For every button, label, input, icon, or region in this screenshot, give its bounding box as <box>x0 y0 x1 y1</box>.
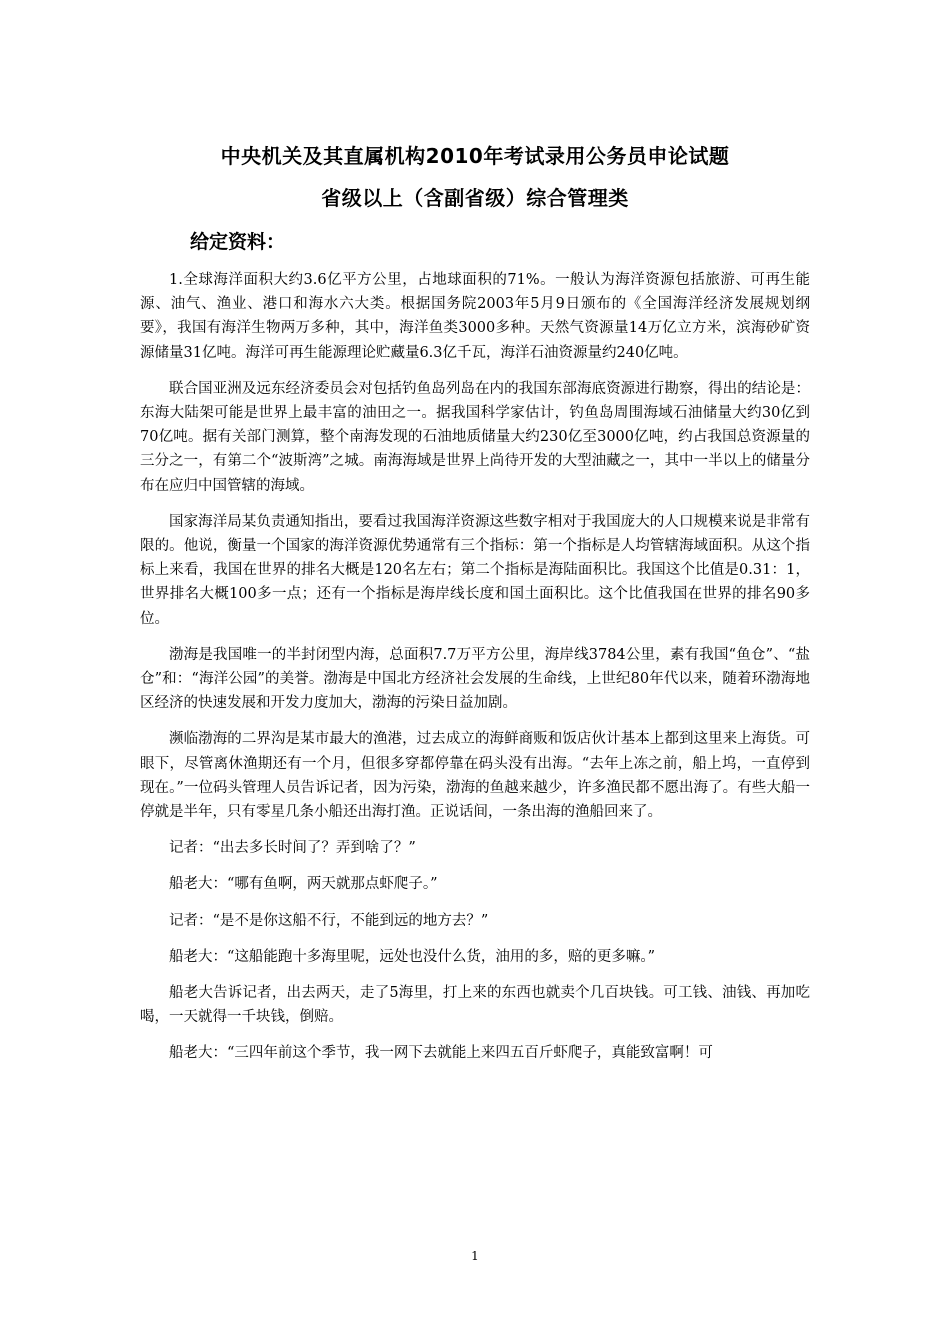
dialogue-line: 船老大：“三四年前这个季节，我一网下去就能上来四五百斤虾爬子，真能致富啊！可 <box>169 1045 713 1062</box>
paragraph: 1.全球海洋面积大约3.6亿平方公里，占地球面积的71%。一般认为海洋资源包括旅游、可再生能源、油气、渔业、港口和海水六大类。根据国务院2003年5月9日颁布的《全国海洋经济发展规划纲要》，我国有海洋生物两万多种，其中，海洋鱼类3000多种。天然气资源量14万亿立方米，滨海砂矿资源储量31亿吨。海洋可再生能源理论贮藏量6.3亿千瓦，海洋石油资源量约240亿吨。 <box>140 272 810 361</box>
paragraph: 国家海洋局某负责通知指出，要看过我国海洋资源这些数字相对于我国庞大的人口规模来说是非常有限的。他说，衡量一个国家的海洋资源优势通常有三个指标：第一个指标是人均管辖海域面积。从这个指标上来看，我国在世界的排名大概是120名左右；第二个指标是海陆面积比。我国这个比值是0.31：1，世界排名大概100多一点；还有一个指标是海岸线长度和国土面积比。这个比值我国在世界的排名90多位。 <box>140 513 810 627</box>
paragraph: 渤海是我国唯一的半封闭型内海，总面积7.7万平方公里，海岸线3784公里，素有我国“鱼仓”、“盐仓”和：“海洋公园”的美誉。渤海是中国北方经济社会发展的生命线，上世纪80年代以来，随着环渤海地区经济的快速发展和开发力度加大，渤海的污染日益加剧。 <box>140 646 810 712</box>
dialogue-line: 记者：“是不是你这船不行，不能到远的地方去？” <box>169 912 489 929</box>
section-heading: 给定资料： <box>190 231 286 253</box>
document-subtitle: 省级以上（含副省级）综合管理类 <box>321 186 629 210</box>
page-number: 1 <box>471 1249 479 1263</box>
paragraph: 船老大告诉记者，出去两天，走了5海里，打上来的东西也就卖个几百块钱。可工钱、油钱、再加吃喝，一天就得一千块钱，倒赔。 <box>140 985 810 1026</box>
paragraph: 联合国亚洲及远东经济委员会对包括钓鱼岛列岛在内的我国东部海底资源进行勘察，得出的结论是：东海大陆架可能是世界上最丰富的油田之一。据我国科学家估计，钓鱼岛周围海域石油储量大约30亿到70亿吨。据有关部门测算，整个南海发现的石油地质储量大约230亿至3000亿吨，约占我国总资源量的三分之一，有第二个“波斯湾”之城。南海海域是世界上尚待开发的大型油藏之一，其中一半以上的储量分布在应归中国管辖的海域。 <box>140 380 810 494</box>
dialogue-line: 记者：“出去多长时间了？弄到啥了？” <box>169 840 416 857</box>
dialogue-line: 船老大：“这船能跑十多海里呢，远处也没什么货，油用的多，赔的更多嘛。” <box>169 948 656 965</box>
document-title: 中央机关及其直属机构2010年考试录用公务员申论试题 <box>220 144 730 168</box>
dialogue-line: 船老大：“哪有鱼啊，两天就那点虾爬子。” <box>169 876 438 893</box>
document-body <box>140 268 810 1078</box>
paragraph: 濒临渤海的二界沟是某市最大的渔港，过去成立的海鲜商贩和饭店伙计基本上都到这里来上海货。可眼下，尽管离休渔期还有一个月，但很多穿都停靠在码头没有出海。“去年上冻之前，船上坞，一直停到现在。”一位码头管理人员告诉记者，因为污染，渤海的鱼越来越少，许多渔民都不愿出海了。有些大船一停就是半年，只有零星几条小船还出海打渔。正说话间，一条出海的渔船回来了。 <box>140 731 810 821</box>
